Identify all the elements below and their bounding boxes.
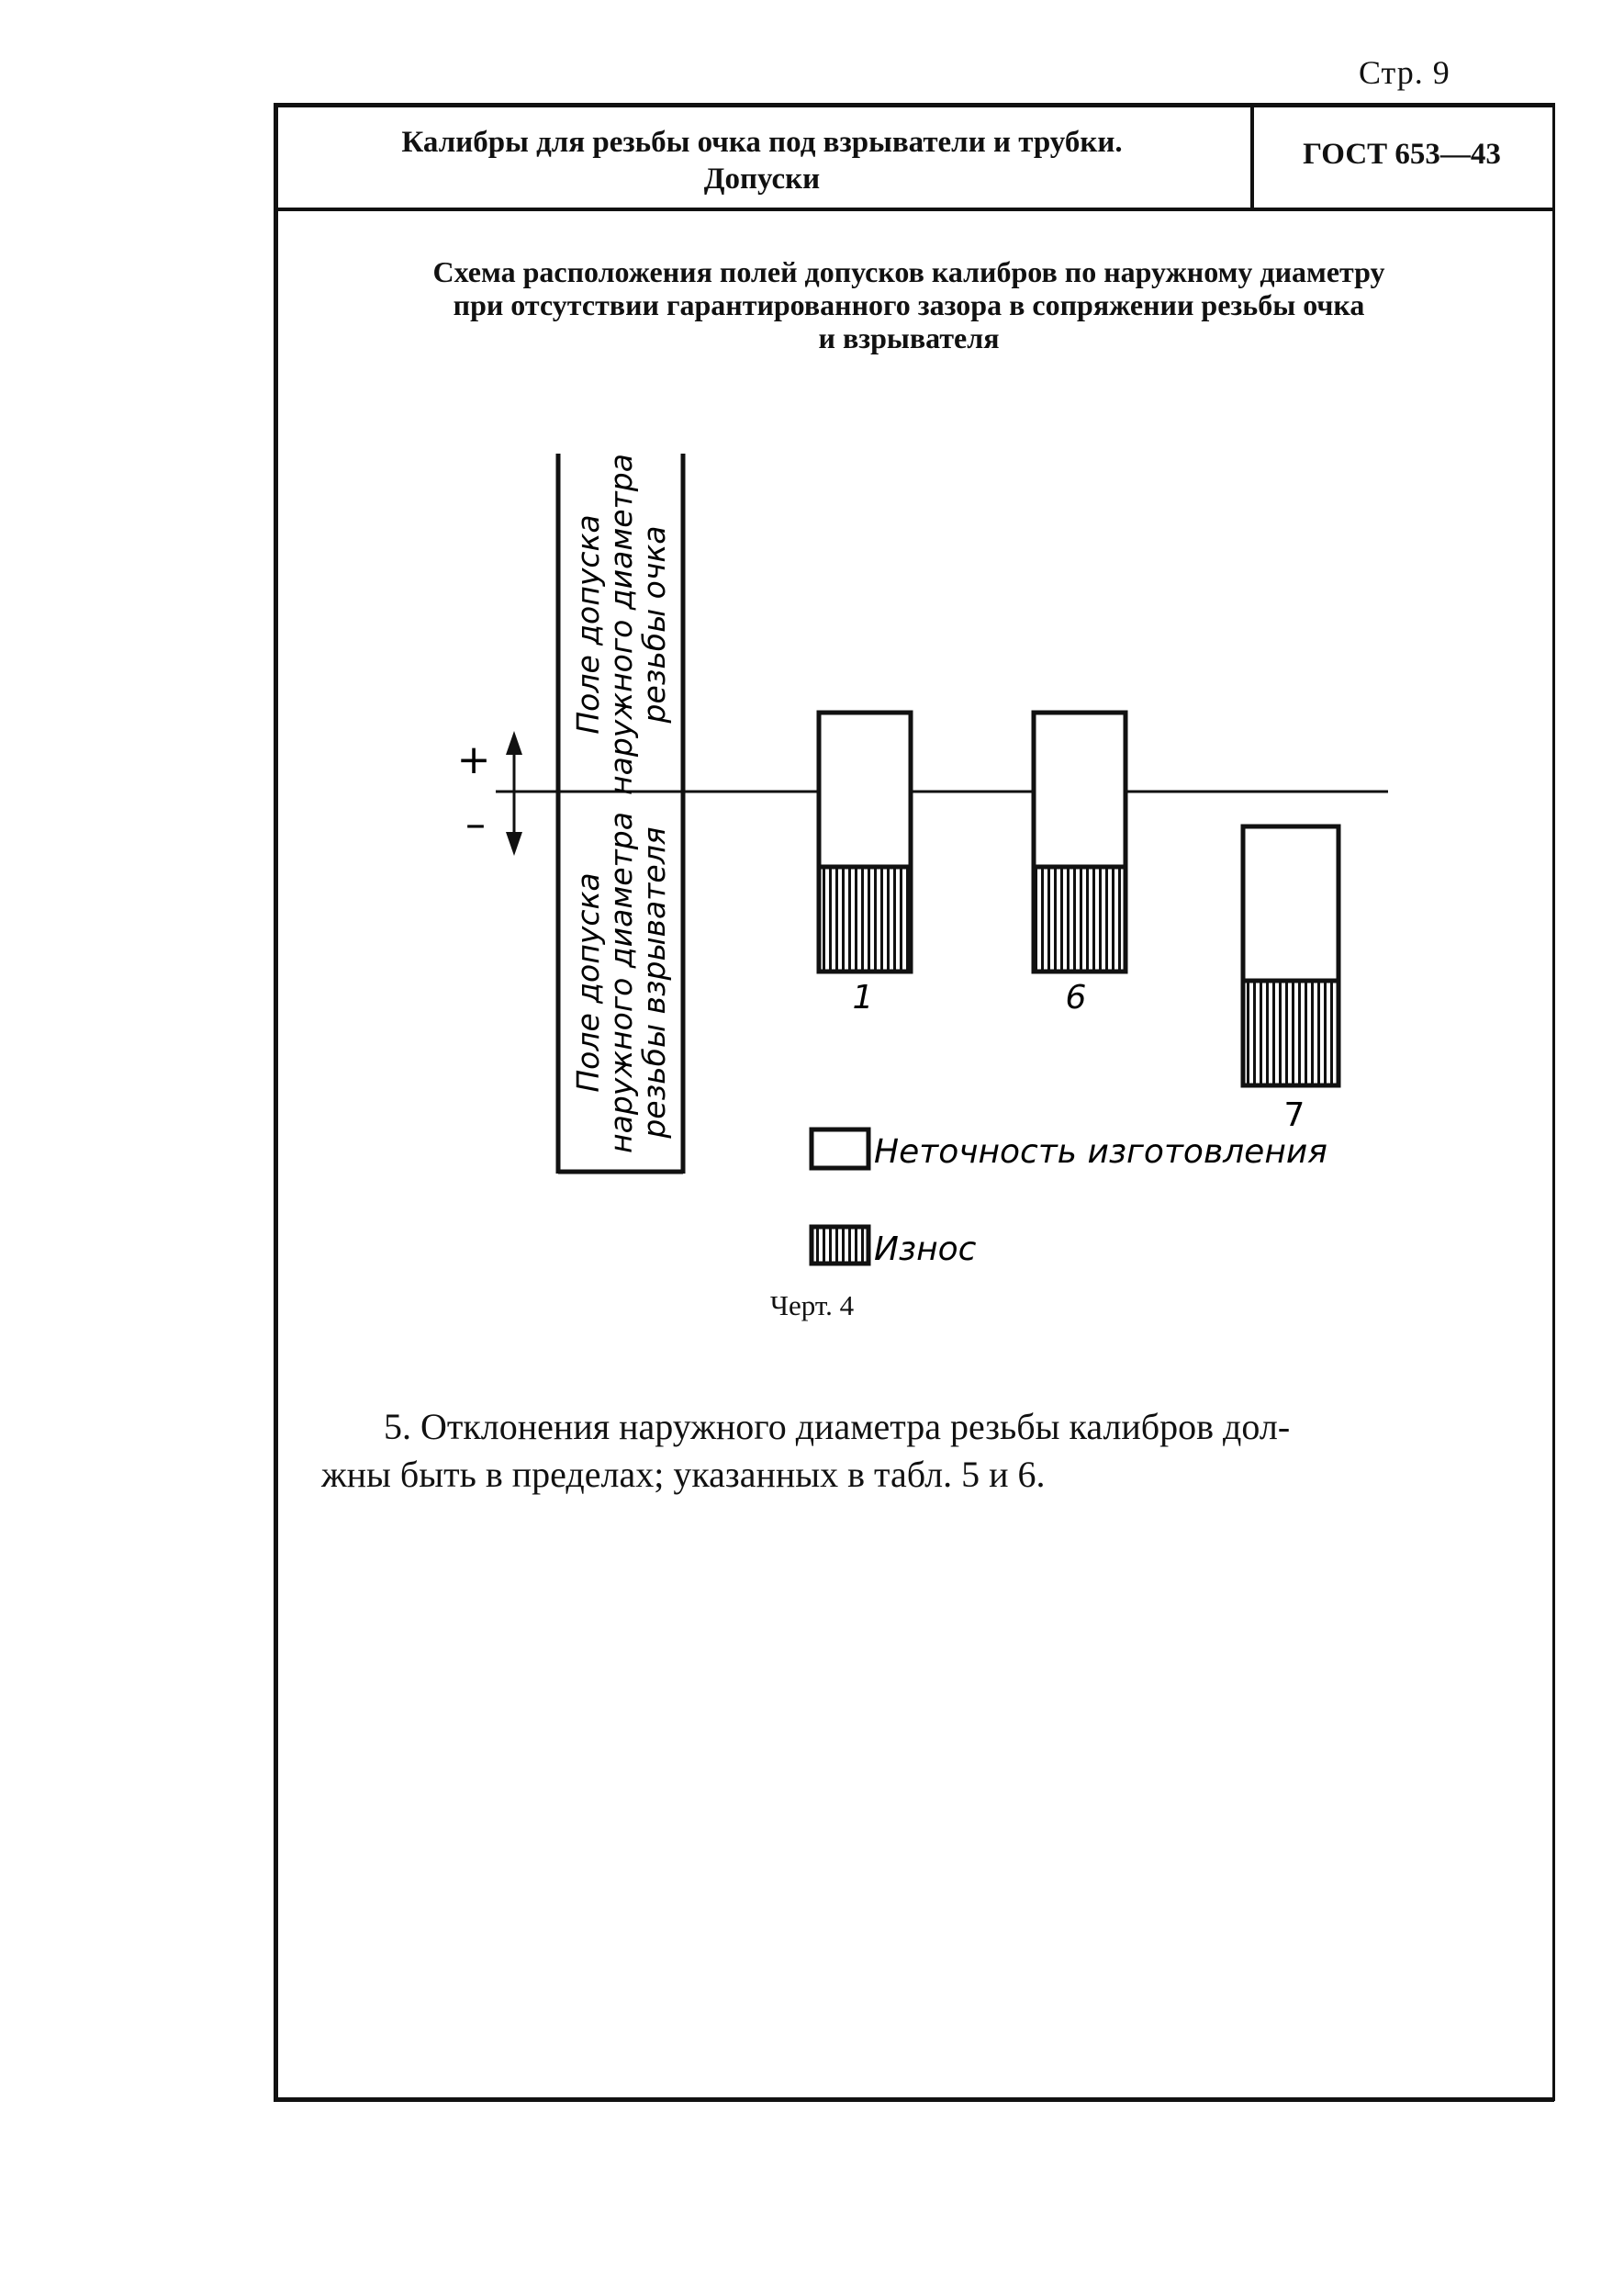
gauge-7-manufacturing-tolerance (1243, 826, 1338, 981)
document-title-line-1: Калибры для резьбы очка под взрыватели и трубки. (401, 126, 1123, 159)
gauge-6-wear (1034, 867, 1126, 972)
field-bottom-label-line-1: Поле допуска (570, 872, 606, 1093)
paragraph-5-line-2: жны быть в пределах; указанных в табл. 5 и 6. (321, 1454, 1046, 1495)
legend-wear-label: Износ (874, 1230, 977, 1268)
figure-caption: Черт. 4 (769, 1289, 855, 1321)
scheme-title-line-1: Схема расположения полей допусков калибров по наружному диаметру (432, 255, 1385, 288)
field-top-label-line-3: резьбы очка (636, 525, 672, 724)
gauge-7-label: 7 (1283, 1096, 1305, 1134)
plus-sign: + (456, 736, 491, 783)
arrow-down-icon (506, 832, 522, 856)
legend-manufacturing-label: Неточность изготовления (874, 1133, 1327, 1171)
legend-wear-swatch (812, 1227, 868, 1264)
standard-code: ГОСТ 653—43 (1303, 138, 1501, 171)
page-number: Стр. 9 (1359, 54, 1450, 91)
field-bottom-label-line-2: наружного диаметра (603, 812, 639, 1153)
bottom-rule (274, 2097, 1554, 2102)
field-top-label-line-1: Поле допуска (570, 514, 606, 735)
scheme-title-line-2: при отсутствии гарантированного зазора в сопряжении резьбы очка (453, 288, 1365, 321)
gauge-1-wear (819, 867, 911, 972)
field-bottom-label-line-3: резьбы взрывателя (636, 826, 672, 1139)
arrow-up-icon (506, 731, 522, 755)
legend-manufacturing-swatch (812, 1129, 868, 1168)
field-top-label-line-2: наружного диаметра (603, 454, 639, 795)
minus-sign: – (465, 801, 486, 848)
gauge-7-wear (1243, 981, 1338, 1085)
document-title-line-2: Допуски (703, 163, 821, 196)
paragraph-5-line-1: 5. Отклонения наружного диаметра резьбы калибров дол- (384, 1406, 1291, 1447)
gauge-6-label: 6 (1065, 979, 1087, 1017)
scheme-title-line-3: и взрывателя (818, 321, 1000, 354)
gauge-1-label: 1 (852, 979, 874, 1017)
paragraph-5 (321, 1403, 1515, 1499)
gauge-6-manufacturing-tolerance (1034, 713, 1126, 867)
gauge-1-manufacturing-tolerance (819, 713, 911, 867)
